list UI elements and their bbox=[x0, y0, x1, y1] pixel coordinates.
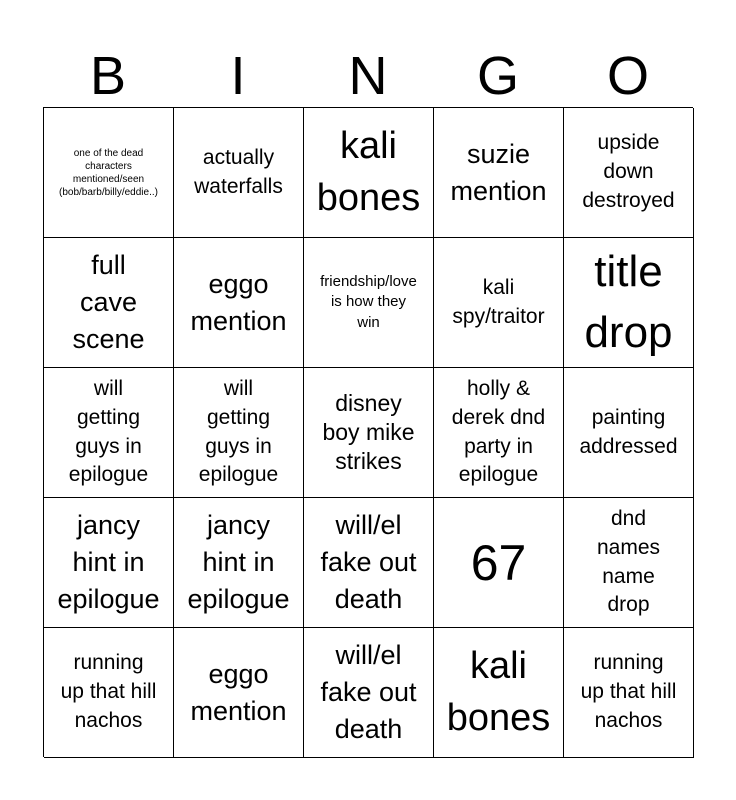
bingo-cell[interactable] bbox=[44, 368, 174, 498]
bingo-cell[interactable] bbox=[434, 368, 564, 498]
header-letter-n: N bbox=[348, 46, 388, 106]
bingo-cell[interactable] bbox=[304, 238, 434, 368]
cell-text: dnd names name drop bbox=[596, 506, 661, 617]
header-letter-o: O bbox=[606, 46, 649, 106]
cell-text: will getting guys in epilogue bbox=[68, 376, 149, 487]
cell-text: running up that hill nachos bbox=[580, 651, 677, 732]
bingo-cell[interactable] bbox=[174, 498, 304, 628]
bingo-cell[interactable] bbox=[564, 238, 694, 368]
cell-text: will/el fake out death bbox=[320, 510, 417, 614]
cell-text: jancy hint in epilogue bbox=[187, 510, 290, 614]
cell-text: disney boy mike strikes bbox=[322, 389, 415, 475]
bingo-cell[interactable] bbox=[304, 628, 434, 758]
bingo-cell[interactable] bbox=[564, 368, 694, 498]
cell-text: kali bones bbox=[446, 644, 551, 739]
cell-text: painting addressed bbox=[579, 405, 678, 458]
cell-text: actually waterfalls bbox=[194, 145, 283, 198]
cell-text: jancy hint in epilogue bbox=[57, 510, 160, 614]
cell-text: friendship/love is how they win bbox=[320, 273, 417, 331]
cell-text: eggo mention bbox=[190, 658, 287, 726]
cell-text: holly & derek dnd party in epilogue bbox=[451, 376, 546, 487]
bingo-cell[interactable] bbox=[44, 108, 174, 238]
cell-text: running up that hill nachos bbox=[60, 651, 157, 732]
bingo-cell[interactable] bbox=[44, 238, 174, 368]
cell-text: upside down destroyed bbox=[582, 131, 675, 212]
cell-text: will getting guys in epilogue bbox=[198, 376, 279, 487]
cell-text: kali spy/traitor bbox=[452, 275, 545, 328]
bingo-cell[interactable] bbox=[564, 628, 694, 758]
bingo-cell[interactable] bbox=[564, 498, 694, 628]
bingo-cell[interactable] bbox=[174, 628, 304, 758]
bingo-board bbox=[43, 107, 693, 757]
header-letter-i: I bbox=[230, 46, 246, 106]
cell-text: title drop bbox=[584, 246, 673, 357]
bingo-header bbox=[43, 44, 693, 108]
cell-text: eggo mention bbox=[190, 268, 287, 336]
cell-text: full cave scene bbox=[72, 250, 145, 354]
bingo-cell[interactable] bbox=[434, 238, 564, 368]
cell-text: suzie mention bbox=[450, 138, 547, 206]
bingo-cell[interactable] bbox=[304, 368, 434, 498]
bingo-cell[interactable] bbox=[434, 108, 564, 238]
cell-text: 67 bbox=[470, 534, 527, 591]
bingo-cell[interactable] bbox=[304, 498, 434, 628]
cell-text: will/el fake out death bbox=[320, 640, 417, 744]
bingo-cell[interactable] bbox=[564, 108, 694, 238]
bingo-cell[interactable] bbox=[44, 498, 174, 628]
bingo-cell[interactable] bbox=[174, 108, 304, 238]
bingo-cell[interactable] bbox=[174, 238, 304, 368]
bingo-cell[interactable] bbox=[434, 498, 564, 628]
cell-text: kali bones bbox=[316, 124, 421, 219]
header-letter-g: G bbox=[476, 46, 519, 106]
bingo-cell[interactable] bbox=[44, 628, 174, 758]
cell-text: one of the dead characters mentioned/seen (bob/barb/billy/eddie..) bbox=[59, 147, 158, 198]
bingo-cell[interactable] bbox=[434, 628, 564, 758]
bingo-cell[interactable] bbox=[174, 368, 304, 498]
bingo-cell[interactable] bbox=[304, 108, 434, 238]
header-letter-b: B bbox=[89, 46, 127, 106]
